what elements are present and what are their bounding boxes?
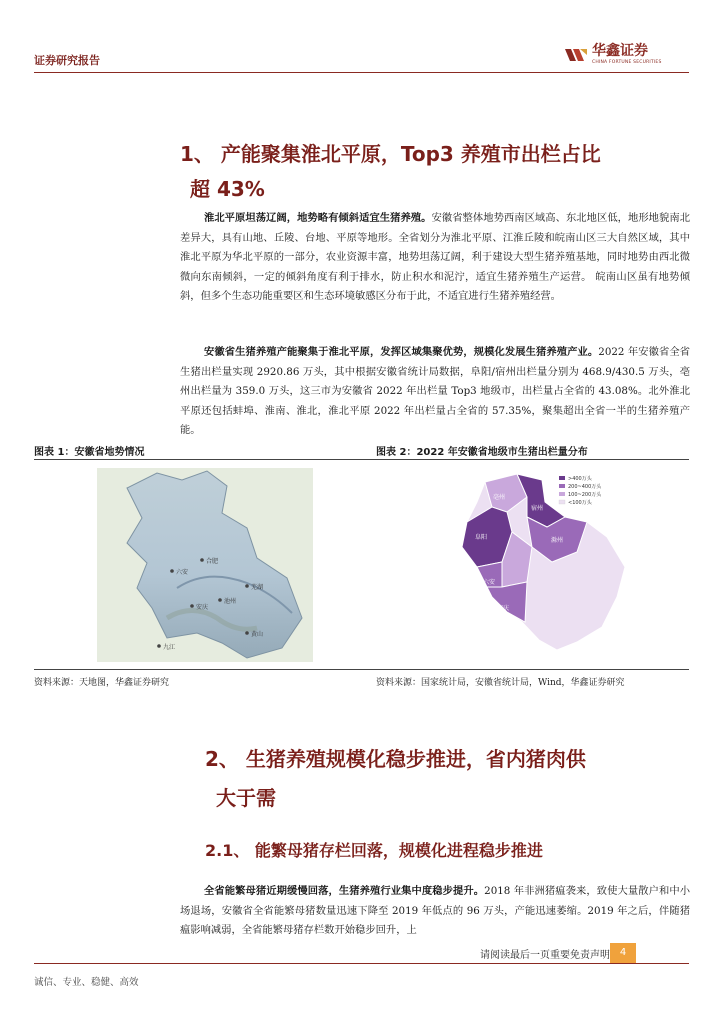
city-label-chuzhou: 滁州 [551, 537, 564, 544]
section-2-title-line1: 2、 生猪养殖规模化稳步推进，省内猪肉供 [205, 747, 586, 771]
legend-swatch-3 [559, 492, 565, 496]
paragraph-capacity-lead: 安徽省生猪养殖产能聚集于淮北平原，发挥区域集聚优势，规模化发展生猪养殖产业。 [204, 346, 599, 358]
city-label-bozhou: 亳州 [493, 494, 506, 501]
header-divider [34, 72, 689, 73]
city-label-suzhou: 宿州 [531, 505, 544, 512]
legend-swatch-4 [559, 500, 565, 504]
logo-mark-icon [565, 47, 587, 63]
paragraph-sows [180, 882, 690, 941]
company-logo [565, 44, 662, 65]
figure-bottom-rule [34, 669, 689, 670]
paragraph-sows-lead: 全省能繁母猪近期缓慢回落，生猪养殖行业集中度稳步提升。 [204, 885, 485, 897]
map-label-hefei: 合肥 [206, 558, 219, 565]
legend-label-2: 200~400万头 [568, 484, 602, 490]
page-number: 4 [610, 943, 636, 963]
region-anqing [487, 582, 527, 622]
map-label-liuan: 六安 [176, 569, 189, 576]
legend-swatch-1 [559, 476, 565, 480]
disclaimer-note: 请阅读最后一页重要免责声明 [480, 950, 610, 961]
figure-2-source: 资料来源：国家统计局，安徽省统计局，Wind，华鑫证券研究 [376, 678, 625, 688]
paragraph-capacity-body: 2022 年安徽省全省生猪出栏量实现 2920.86 万头，其中根据安徽省统计局数据，阜阳/宿州出栏量分别为 468.9/430.5 万头，亳州出栏量为 359.0 万头，这三市为安徽省 2022 年出栏量 Top3 地级市，出栏量占全省的 43.08%。北外淮北平原还包括蚌埠、淮南、淮北，淮北平原 2022 年出栏量占全省的 57.35%，聚集超出全省一半的生猪养殖产能。 [180, 346, 690, 437]
paragraph-capacity [180, 343, 690, 441]
city-label-fuyang: 阜阳 [475, 534, 488, 541]
map-label-jiujiang: 九江 [163, 644, 176, 651]
legend-label-4: <100万头 [568, 500, 592, 506]
map-label-anqing: 安庆 [196, 604, 209, 611]
report-type-label: 证券研究报告 [34, 54, 100, 67]
paragraph-sows-body: 2018 年非洲猪瘟袭来，致使大量散户和中小场退场，安徽省全省能繁母猪数量迅速下降至 2019 年低点的 96 万头，产能迅速萎缩。2019 年之后，伴随猪瘟影响减弱，全省能繁母猪存栏数开始稳步回升，上 [180, 885, 690, 937]
section-2-title-line2: 大于需 [216, 786, 276, 810]
figure-2-title: 图表 2：2022 年安徽省地级市生猪出栏量分布 [376, 447, 588, 458]
city-label-anqing: 安庆 [497, 605, 510, 612]
map-label-wuhu: 芜湖 [251, 584, 264, 591]
anhui-output-map [447, 472, 637, 662]
city-label-liuan: 六安 [483, 579, 496, 586]
subsection-2-1-title: 2.1、 能繁母猪存栏回落，规模化进程稳步推进 [205, 841, 543, 860]
paragraph-terrain-lead: 淮北平原坦荡辽阔，地势略有倾斜适宜生猪养殖。 [204, 212, 432, 224]
paragraph-terrain [180, 209, 690, 307]
anhui-terrain-map [97, 468, 313, 662]
figure-1-source: 资料来源：天地图，华鑫证券研究 [34, 678, 170, 688]
section-1-title-line2: 超 43% [190, 177, 265, 201]
map-label-huangshan: 黄山 [251, 631, 264, 638]
paragraph-terrain-body: 安徽省整体地势西南区域高、东北地区低，地形地貌南北差异大，具有山地、丘陵、台地、平原等地形。全省划分为淮北平原、江淮丘陵和皖南山区三大自然区域，其中淮北平原为华北平原的一部分，农业资源丰富，地势坦荡辽阔，利于建设大型生猪养殖基地，同时地势由西北微微向东南倾斜，一定的倾斜角度有利于排水，防止积水和泥泞，适宜生猪养殖生产运营。 皖南山区虽有地势倾斜，但多个生态功能重要区和生态环境敏感区分布于此，不适宜进行生猪养殖经营。 [180, 212, 691, 303]
figure-1-title: 图表 1：安徽省地势情况 [34, 447, 145, 458]
logo-subtitle: CHINA FORTUNE SECURITIES [592, 60, 662, 65]
legend-label-3: 100~200万头 [568, 492, 602, 498]
legend-swatch-2 [559, 484, 565, 488]
section-1-title-line1: 1、 产能聚集淮北平原，Top3 养殖市出栏占比 [180, 142, 601, 166]
footer-motto: 诚信、专业、稳健、高效 [34, 977, 139, 988]
legend-label-1: >400万头 [568, 476, 592, 482]
logo-name: 华鑫证券 [592, 43, 648, 59]
footer-divider [34, 963, 689, 964]
map-label-chizhou: 池州 [224, 598, 237, 605]
figure-top-rule [34, 459, 689, 460]
